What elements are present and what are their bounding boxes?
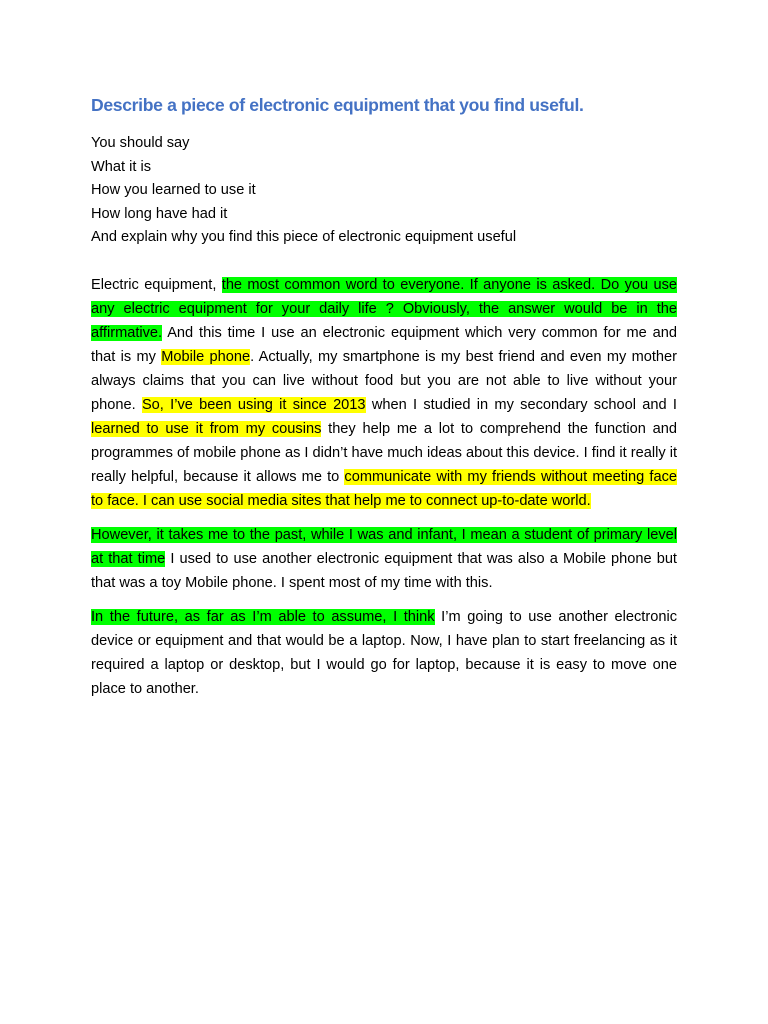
prompt-line: You should say xyxy=(91,135,190,151)
prompt-line: What it is xyxy=(91,158,152,175)
highlighted-text-green: However, it takes me to the past, while I was and infant, I mean a student of primary level at that time xyxy=(91,526,677,567)
prompt-line: How long have had it xyxy=(91,205,228,222)
prompt-list xyxy=(91,132,677,250)
document-body xyxy=(91,92,677,711)
prompt-line: And explain why you find this piece of electronic equipment useful xyxy=(91,229,517,246)
text-segment: I used to use another electronic equipment that was also a Mobile phone but that was a toy Mobile phone. I spent most of my time with this. xyxy=(91,550,677,591)
text-segment: they help me a lot to comprehend the function and programmes of mobile phone as I didn’t have much ideas about this device. I find it really it really helpful, because it allows me to xyxy=(91,420,677,485)
text-segment: . Actually, my smartphone is my best friend and even my mother always claims that you can live without food but you are not able to live without your phone. xyxy=(91,348,677,413)
document-title: Describe a piece of electronic equipment that you find useful. xyxy=(91,95,584,115)
text-segment: when I studied in my secondary school and I xyxy=(365,396,677,413)
highlighted-text-yellow: So, I’ve been using it since 2013 xyxy=(141,396,366,413)
highlighted-text-green: the most common word to everyone. If anyone is asked. Do you use any electric equipment for your daily life ? Obviously, the answer would be in the affirmative. xyxy=(91,276,677,341)
highlighted-text-green: In the future, as far as I’m able to assume, I think xyxy=(91,608,435,625)
paragraph-1 xyxy=(91,273,677,513)
text-segment: And this time I use an electronic equipment which very common for me and that is my xyxy=(91,324,677,365)
prompt-line: How you learned to use it xyxy=(91,182,256,199)
highlighted-text-yellow: learned to use it from my cousins xyxy=(91,420,322,437)
highlighted-text-yellow: Mobile phone xyxy=(161,348,251,365)
text-segment: I’m going to use another electronic device or equipment and that would be a laptop. Now, I have plan to start freelancing as it required a laptop or desktop, but I would go for laptop, because it is easy to move one place to another. xyxy=(91,608,677,697)
text-segment: Electric equipment, xyxy=(91,276,222,293)
highlighted-text-yellow: communicate with my friends without meeting face to face. I can use social media sites that help me to connect up-to-date world. xyxy=(91,468,677,509)
paragraph-2 xyxy=(91,523,677,595)
paragraph-3 xyxy=(91,605,677,701)
